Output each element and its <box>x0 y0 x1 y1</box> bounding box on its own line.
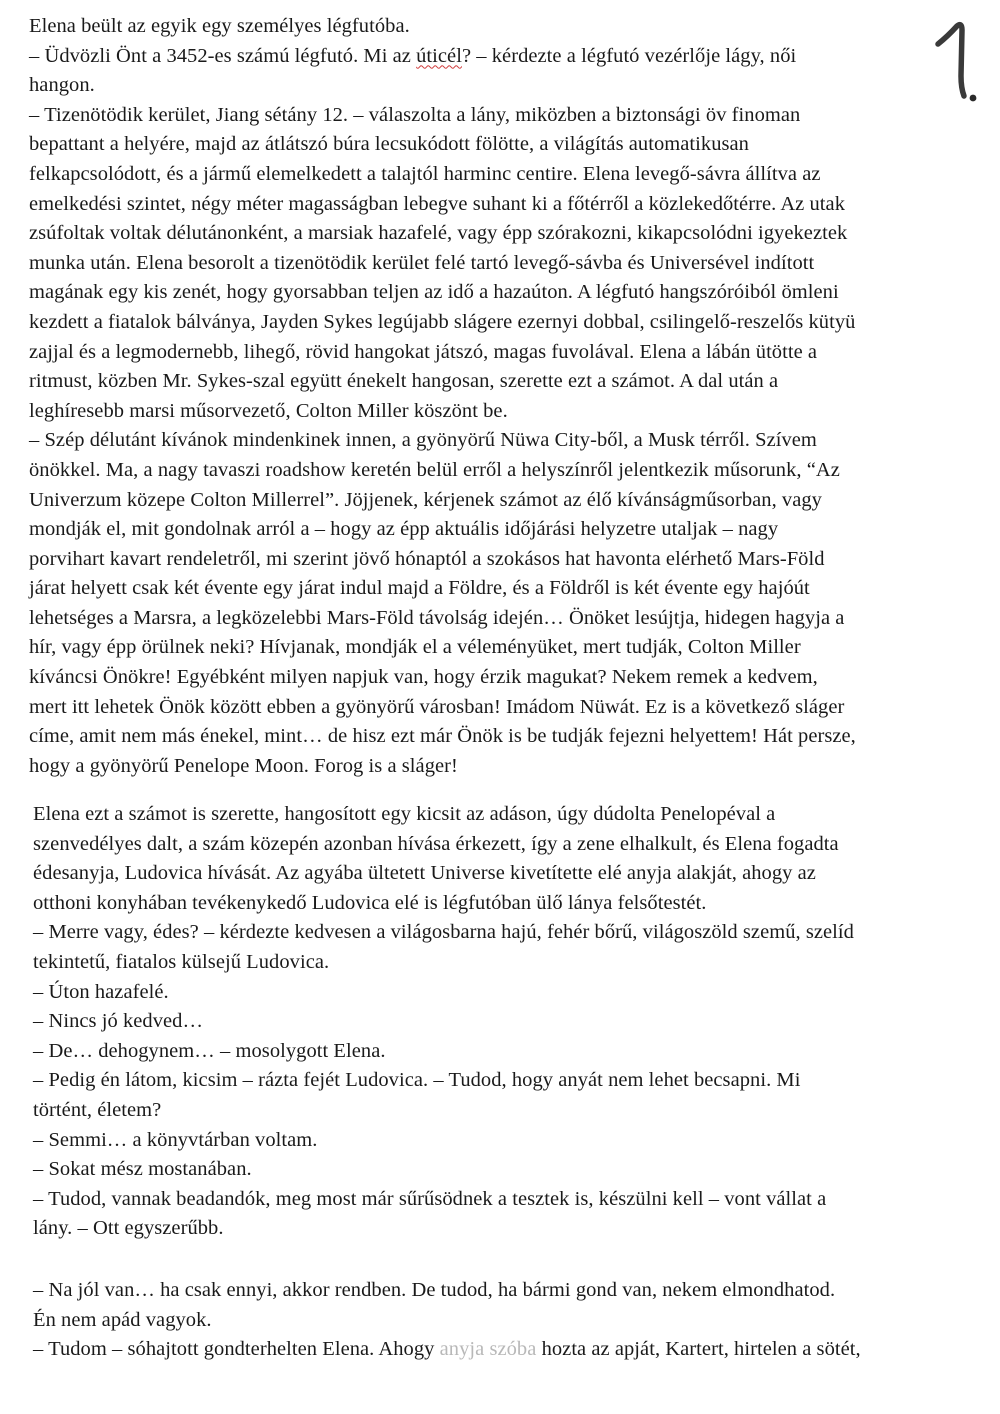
text-line: – Merre vagy, édes? – kérdezte kedvesen a világosbarna hajú, fehér bőrű, világoszöld szemű, szelíd <box>33 921 854 944</box>
text-line: Én nem apád vagyok. <box>33 1308 212 1331</box>
text-line: – Úton hazafelé. <box>33 980 169 1003</box>
text-line: magának egy kis zenét, hogy gyorsabban teljen az idő a hazaúton. A légfutó hangszóróiból ömleni <box>29 281 839 304</box>
text-line: – Tudod, vannak beadandók, meg most már sűrűsödnek a tesztek is, készülni kell – vont vállat a <box>33 1187 827 1210</box>
text-line: szenvedélyes dalt, a szám közepén azonban hívása érkezett, így a zene elhalkult, és Elena fogadta <box>33 832 839 855</box>
text-line: Elena beült az egyik egy személyes légfutóba. <box>29 15 410 37</box>
text-line: Elena ezt a számot is szerette, hangosított egy kicsit az adáson, úgy dúdolta Penelopéval a <box>33 803 776 825</box>
text-line: – De… dehogynem… – mosolygott Elena. <box>33 1039 386 1062</box>
text-line: – Na jól van… ha csak ennyi, akkor rendben. De tudod, ha bármi gond van, nekem elmondhatod. <box>33 1279 836 1301</box>
text-line: tekintetű, fiatalos külsejű Ludovica. <box>33 950 330 973</box>
text-line: Univerzum közepe Colton Millerrel”. Jöjjenek, kérjenek számot az élő kívánságműsorban, vagy <box>29 488 822 511</box>
text-line: bepattant a helyére, majd az átlátszó búra lecsukódott fölötte, a világítás automatikusan <box>29 133 749 156</box>
text-line: zsúfoltak voltak délutánonként, a marsiak hazafelé, vagy épp szórakozni, kikapcsolódni igyekeztek <box>29 222 848 245</box>
text-line: – Tizenötödik kerület, Jiang sétány 12. – válaszolta a lány, miközben a biztonsági öv finoman <box>29 103 801 126</box>
text-line: zajjal és a legmodernebb, lihegő, rövid hangokat játszó, magas fuvolával. Elena a lábán ütötte a <box>29 340 818 363</box>
text-segment: – Tudom – sóhajtott gondterhelten Elena. Ahogy <box>33 1338 440 1361</box>
text-segment: hozta az apját, Kartert, hirtelen a sötét, <box>536 1338 861 1361</box>
text-line: címe, amit nem más énekel, mint… de hisz ezt már Önök is be tudják fejezni helyettem! Hát persze, <box>29 725 856 748</box>
text-line: önökkel. Ma, a nagy tavaszi roadshow keretén belül erről a helyszínről jelentkezik műsorunk, “Az <box>29 458 840 481</box>
text-line <box>33 1335 981 1365</box>
text-line: hogy a gyönyörű Penelope Moon. Forog is a sláger! <box>29 754 458 777</box>
text-line: lehetséges a Marsra, a legközelebbi Mars-Föld távolság idején… Önöket lesújtja, hidegen hagyja a <box>29 606 845 629</box>
text-line: – Nincs jó kedved… <box>33 1010 203 1033</box>
spellcheck-underlined-word: úticél <box>416 44 462 67</box>
text-line: leghíresebb marsi műsorvezető, Colton Miller köszönt be. <box>29 399 508 422</box>
text-block-3 <box>33 1276 981 1365</box>
text-line: kíváncsi Önökre! Egyébként milyen napjuk van, hogy érzik magukat? Nekem remek a kedvem, <box>29 666 818 689</box>
text-line: emelkedési szintet, négy méter magasságban lebegve suhant ki a főtérről a közlekedőtérre. Az utak <box>29 192 845 215</box>
text-line: otthoni konyhában tevékenykedő Ludovica elé is légfutóban ülő lánya felsőtestét. <box>33 891 707 914</box>
text-segment: – Üdvözli Önt a 3452-es számú légfutó. Mi az <box>29 44 417 67</box>
text-line: mondják el, mit gondolnak arról a – hogy az épp aktuális időjárási helyzetre utaljak – nagy <box>29 518 779 541</box>
text-line: járat helyett csak két évente egy járat indul majd a Földre, és a Földről is két évente egy hajóút <box>29 577 810 600</box>
text-line: mert itt lehetek Önök között ebben a gyönyörű városban! Imádom Nüwát. Ez is a következő sláger <box>29 695 845 718</box>
text-segment: ? – kérdezte a légfutó vezérlője lágy, női <box>461 44 797 67</box>
text-line: – Pedig én látom, kicsim – rázta fejét Ludovica. – Tudod, hogy anyát nem lehet becsapni. Mi <box>33 1069 801 1092</box>
text-line: porvihart kavart rendeletről, mi szerint jövő hónaptól a szokásos hat havonta elérhető Mars-Föld <box>29 547 825 570</box>
text-line: hír, vagy épp örülnek neki? Hívjanak, mondják el a véleményüket, mert tudják, Colton Miller <box>29 636 801 659</box>
text-line: – Semmi… a könyvtárban voltam. <box>33 1128 318 1151</box>
faded-text-segment: anyja szóba <box>439 1338 537 1361</box>
text-line: hangon. <box>29 74 95 97</box>
text-line <box>29 42 979 72</box>
text-line: édesanyja, Ludovica hívását. Az agyába ültetett Universe kivetítette elé anyja alakját, ahogy az <box>33 862 816 885</box>
text-line: történt, életem? <box>33 1098 162 1121</box>
text-block-2 <box>33 800 981 1244</box>
text-line: – Sokat mész mostanában. <box>33 1158 252 1181</box>
text-block-1 <box>29 12 979 781</box>
text-line: felkapcsolódott, és a jármű elemelkedett a talajtól harminc centire. Elena levegő-sávra állítva az <box>29 162 821 185</box>
text-line: ritmust, közben Mr. Sykes-szal együtt énekelt hangosan, szerette ezt a számot. A dal után a <box>29 370 779 393</box>
text-line: – Szép délutánt kívánok mindenkinek innen, a gyönyörű Nüwa City-ből, a Musk térről. Szívem <box>29 429 817 452</box>
text-line: lány. – Ott egyszerűbb. <box>33 1217 224 1240</box>
text-line: kezdett a fiatalok bálványa, Jayden Sykes legújabb slágere ezernyi dobbal, csilingelő-reszelős kütyü <box>29 310 856 333</box>
text-line: munka után. Elena besorolt a tizenötödik kerület felé tartó levegő-sávba és Universével indított <box>29 251 815 274</box>
